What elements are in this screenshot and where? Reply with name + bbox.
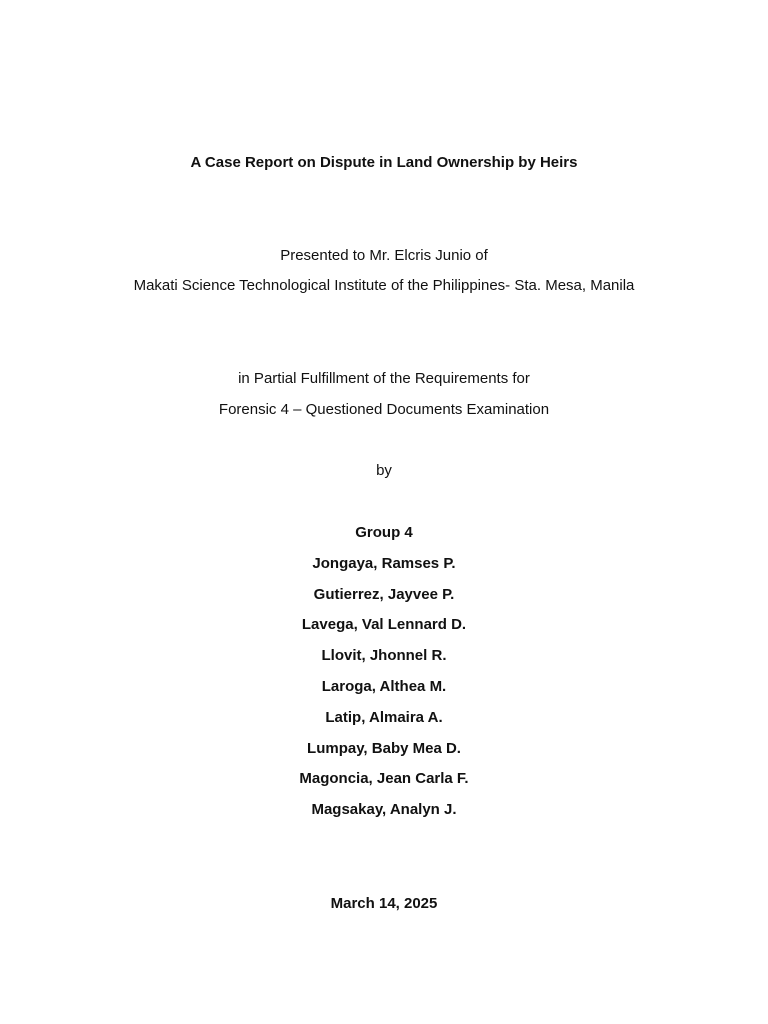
member-name: Lavega, Val Lennard D. xyxy=(301,616,467,633)
group-heading: Group 4 xyxy=(355,524,413,541)
document-title: A Case Report on Dispute in Land Ownership by Heirs xyxy=(190,154,578,171)
member-name: Laroga, Althea M. xyxy=(321,678,447,695)
by-line: by xyxy=(376,462,392,479)
member-name: Lumpay, Baby Mea D. xyxy=(307,740,461,757)
member-name: Latip, Almaira A. xyxy=(325,709,443,726)
fulfillment-line: in Partial Fulfillment of the Requirements for xyxy=(238,370,530,387)
member-name: Magoncia, Jean Carla F. xyxy=(299,770,469,787)
member-name: Llovit, Jhonnel R. xyxy=(321,647,447,664)
report-date: March 14, 2025 xyxy=(330,895,438,912)
presented-to-line: Presented to Mr. Elcris Junio of xyxy=(280,247,488,264)
member-name: Magsakay, Analyn J. xyxy=(311,801,457,818)
member-name: Jongaya, Ramses P. xyxy=(312,555,456,572)
institution-line: Makati Science Technological Institute of the Philippines- Sta. Mesa, Manila xyxy=(133,277,635,294)
course-line: Forensic 4 – Questioned Documents Examination xyxy=(218,401,550,418)
member-name: Gutierrez, Jayvee P. xyxy=(313,586,455,603)
